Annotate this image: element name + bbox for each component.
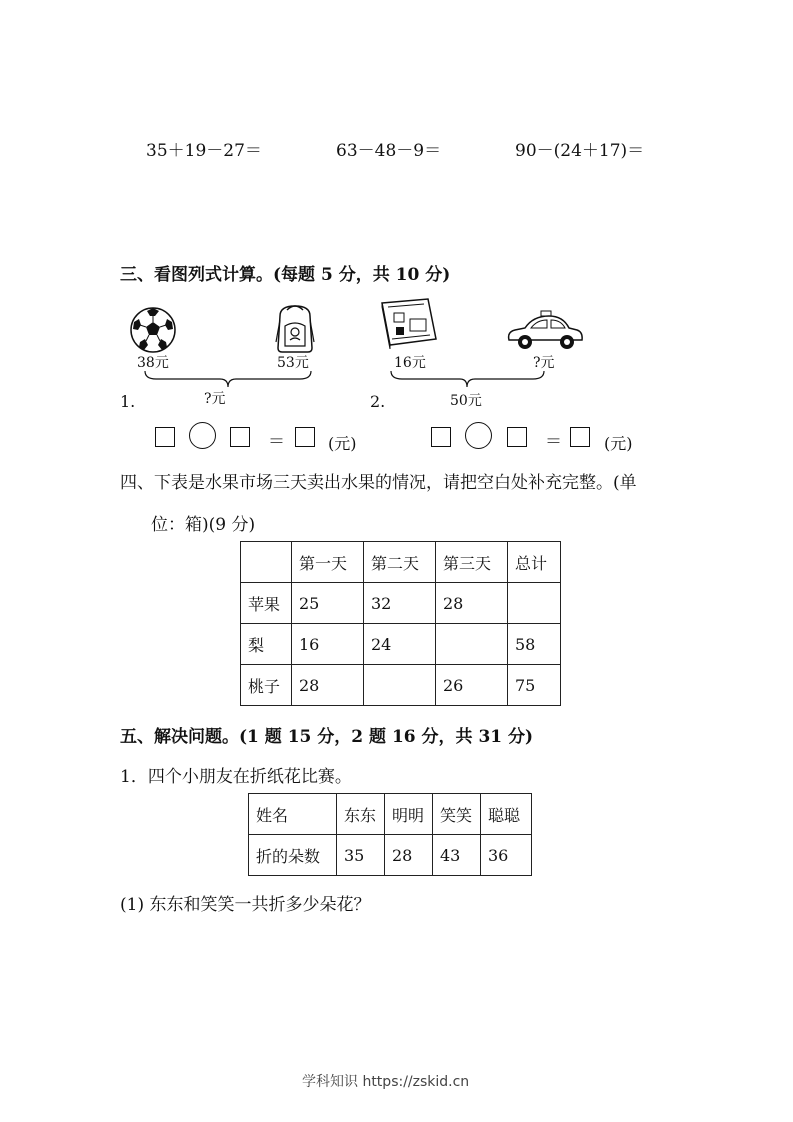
table-row (249, 835, 532, 876)
q2-answer-box-1[interactable] (431, 427, 451, 447)
q2-total-brace (390, 370, 545, 392)
q1-equals: ＝ (268, 432, 285, 452)
equation-3: 90－(24＋17)＝ (515, 141, 645, 161)
table-row (241, 665, 561, 706)
table-header-cell: 第二天 (364, 542, 436, 583)
table-cell-blank[interactable] (364, 665, 436, 706)
table-header-cell: 明明 (385, 794, 433, 835)
q2-answer-box-result[interactable] (570, 427, 590, 447)
q2-left-price: 16元 (394, 355, 426, 371)
table-cell: 35 (337, 835, 385, 876)
table-cell: 16 (292, 624, 364, 665)
q1-operator-circle[interactable] (189, 422, 216, 449)
q1-unit: (元) (328, 434, 357, 453)
q1-right-price: 53元 (277, 355, 309, 371)
paper-flower-table (248, 793, 532, 876)
section5-heading: 五、解决问题。(1 题 15 分，2 题 16 分，共 31 分) (120, 727, 534, 747)
table-header-cell: 第三天 (436, 542, 508, 583)
table-cell: 26 (436, 665, 508, 706)
q1-left-price: 38元 (137, 355, 169, 371)
table-cell: 28 (436, 583, 508, 624)
section5-sub1: (1) 东东和笑笑一共折多少朵花？ (120, 895, 371, 915)
table-cell: 25 (292, 583, 364, 624)
table-cell: 58 (508, 624, 561, 665)
equation-1: 35＋19－27＝ (146, 141, 262, 161)
table-header-cell: 聪聪 (481, 794, 532, 835)
table-cell-blank[interactable] (508, 583, 561, 624)
table-header-cell: 第一天 (292, 542, 364, 583)
q2-number: 2. (370, 392, 386, 411)
fruit-sales-table (240, 541, 561, 706)
table-cell: 43 (433, 835, 481, 876)
footer-watermark: 学科知识 https://zskid.cn (302, 1074, 470, 1090)
q1-total-brace (144, 370, 312, 392)
table-cell: 32 (364, 583, 436, 624)
table-cell-blank[interactable] (436, 624, 508, 665)
section5-q1-text: 1．四个小朋友在折纸花比赛。 (120, 767, 352, 787)
section4-heading-line1: 四、下表是水果市场三天卖出水果的情况，请把空白处补充完整。(单 (120, 473, 637, 493)
table-row-label: 桃子 (241, 665, 292, 706)
table-row-label: 姓名 (249, 794, 337, 835)
table-row (241, 583, 561, 624)
table-cell: 75 (508, 665, 561, 706)
backpack-icon (272, 302, 318, 358)
q2-right-price: ?元 (533, 355, 555, 371)
q2-answer-box-2[interactable] (507, 427, 527, 447)
table-cell: 36 (481, 835, 532, 876)
q2-unit: (元) (604, 434, 633, 453)
toy-car-icon (505, 310, 585, 356)
table-cell: 28 (292, 665, 364, 706)
table-cell (241, 542, 292, 583)
q2-total: 50元 (450, 393, 482, 409)
table-cell: 24 (364, 624, 436, 665)
section4-heading-line2: 位：箱)(9 分) (151, 515, 256, 535)
table-header-row (241, 542, 561, 583)
table-header-cell: 东东 (337, 794, 385, 835)
q1-answer-box-2[interactable] (230, 427, 250, 447)
q1-total: ?元 (204, 391, 226, 407)
table-row (241, 624, 561, 665)
q1-answer-box-result[interactable] (295, 427, 315, 447)
soccer-ball-icon (128, 305, 178, 359)
q1-number: 1. (120, 392, 136, 411)
table-cell: 28 (385, 835, 433, 876)
table-header-cell: 笑笑 (433, 794, 481, 835)
table-header-row (249, 794, 532, 835)
q1-answer-box-1[interactable] (155, 427, 175, 447)
q2-equals: ＝ (545, 432, 562, 452)
table-row-label: 折的朵数 (249, 835, 337, 876)
equation-2: 63－48－9＝ (336, 141, 442, 161)
table-row-label: 梨 (241, 624, 292, 665)
section3-heading: 三、看图列式计算。(每题 5 分，共 10 分) (120, 265, 451, 285)
q2-operator-circle[interactable] (465, 422, 492, 449)
table-header-cell: 总计 (508, 542, 561, 583)
book-icon (380, 297, 440, 353)
table-row-label: 苹果 (241, 583, 292, 624)
